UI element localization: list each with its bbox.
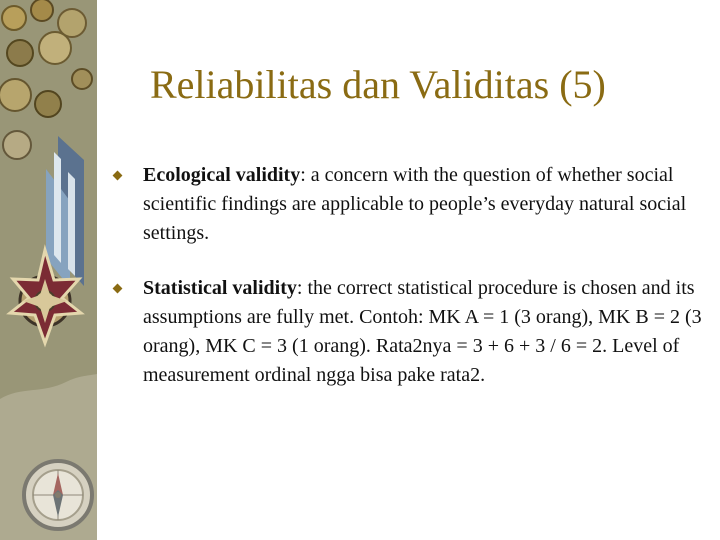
bullet-text: : a concern with the question of whether social scientific findings are applicable to people’s everyday natural social settings. — [143, 164, 687, 244]
bullet-term: Ecological validity — [143, 164, 301, 186]
slide-title: Reliabilitas dan Validitas (5) — [150, 62, 606, 107]
bullet-ecological-validity — [114, 161, 704, 248]
bullet-term: Statistical validity — [143, 277, 297, 299]
decorative-side-image — [0, 0, 97, 540]
diamond-bullet-icon — [113, 284, 123, 294]
bullet-text: : the correct statistical procedure is chosen and its assumptions are fully met. Contoh: MK A = 1 (3 orang), MK B = 2 (3 orang), MK C = 3 (1 orang). Rata2nya = 3 + 6 + 3 / 6 = 2. Level of measurement ordinal ngga bisa pake rata2. — [143, 277, 702, 386]
diamond-bullet-icon — [113, 171, 123, 181]
decor-shadow — [0, 374, 97, 540]
decorative-side-artwork — [0, 0, 97, 540]
bullet-list — [114, 161, 704, 416]
bullet-statistical-validity — [114, 274, 704, 390]
